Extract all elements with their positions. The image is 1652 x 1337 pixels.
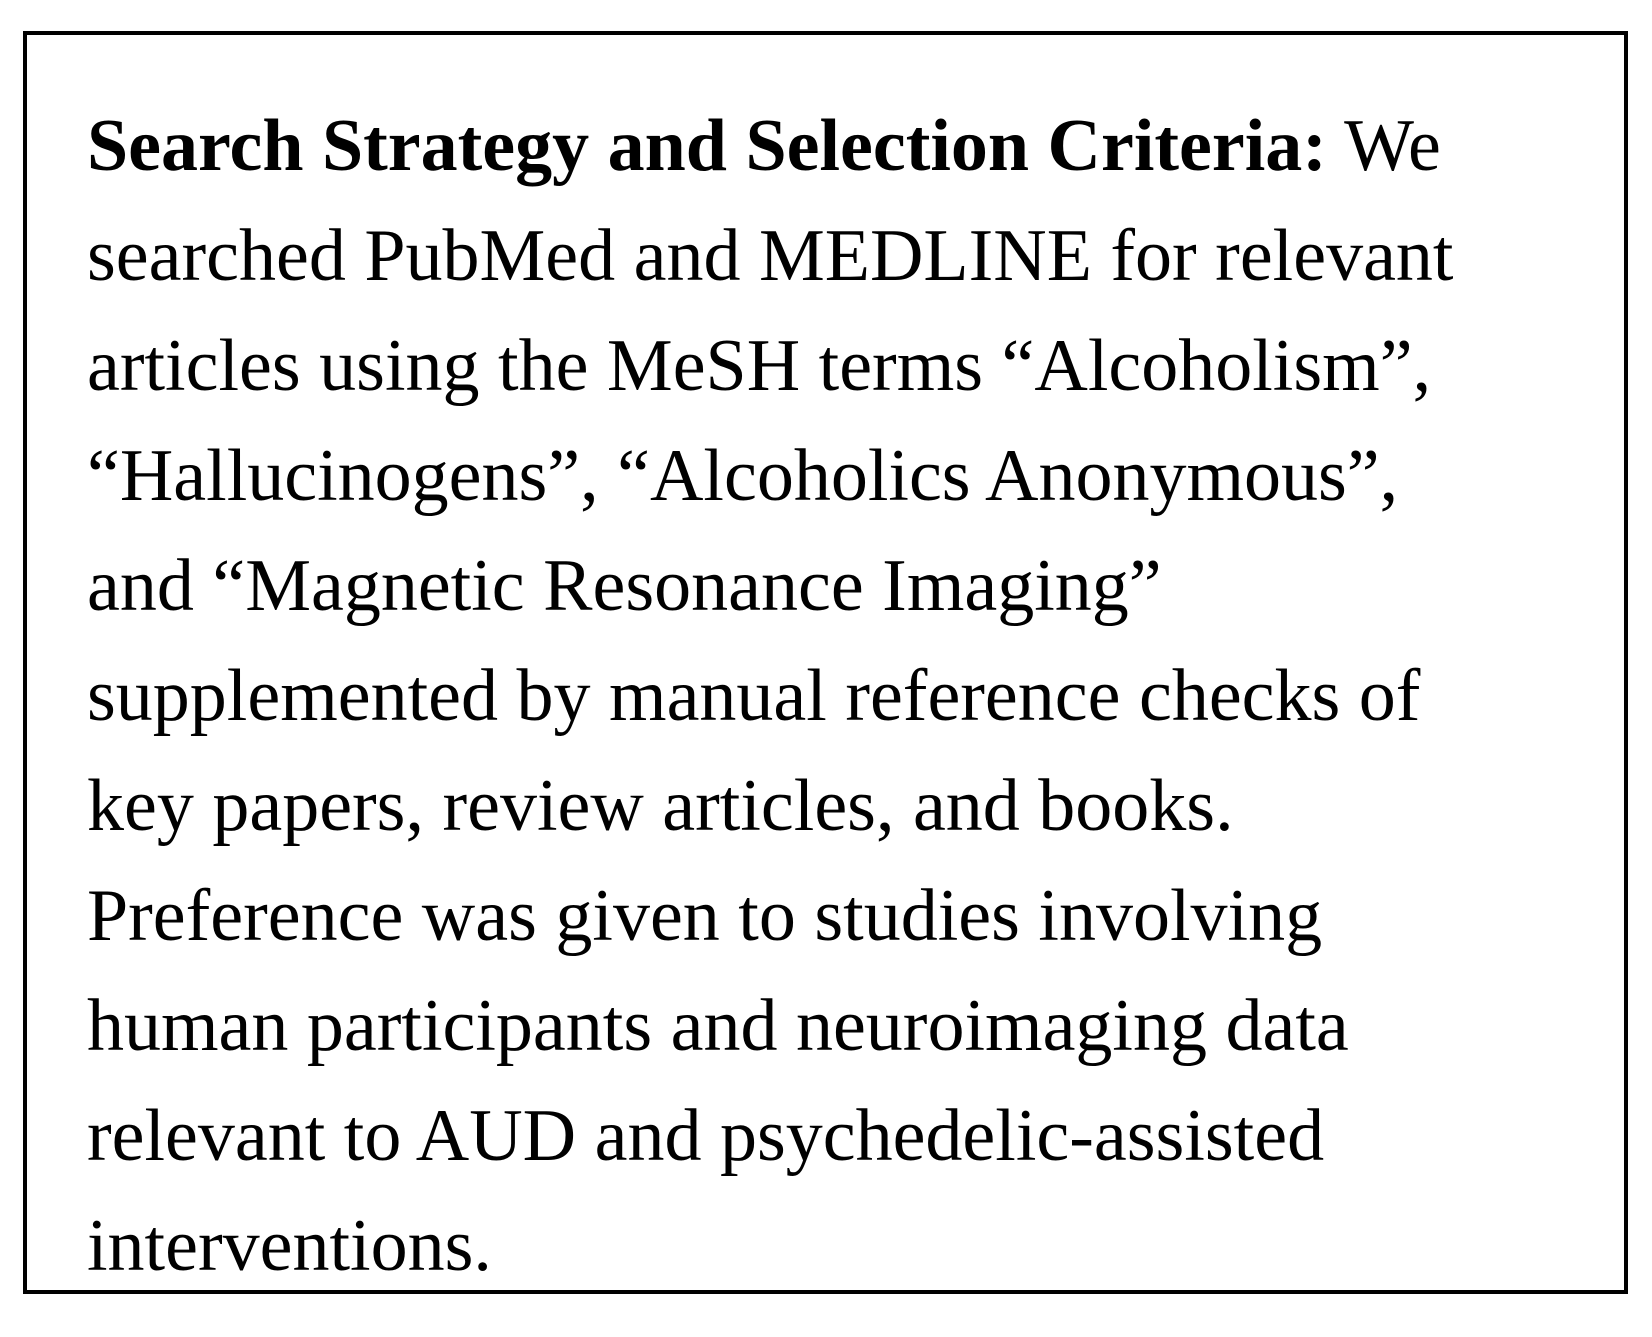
text-line-3: articles using the MeSH terms “Alcoholism”, [87,325,1432,407]
text-line-10: relevant to AUD and psychedelic-assisted [87,1095,1325,1177]
text-line-7: key papers, review articles, and books. [87,765,1234,847]
text-line-8: Preference was given to studies involving [87,875,1323,957]
text-line-4: “Hallucinogens”, “Alcoholics Anonymous”, [87,435,1399,517]
text-line-11: interventions. [87,1205,492,1287]
text-line-9: human participants and neuroimaging data [87,985,1349,1067]
search-strategy-box [23,31,1628,1294]
search-strategy-text [87,91,1607,1301]
text-line-6: supplemented by manual reference checks of [87,655,1421,737]
text-line-2: searched PubMed and MEDLINE for relevant [87,215,1454,297]
box-heading: Search Strategy and Selection Criteria: [87,105,1327,187]
text-line-5: and “Magnetic Resonance Imaging” [87,545,1162,627]
text-line-1-rest: We [1326,105,1441,187]
text-line-1 [87,91,1607,201]
